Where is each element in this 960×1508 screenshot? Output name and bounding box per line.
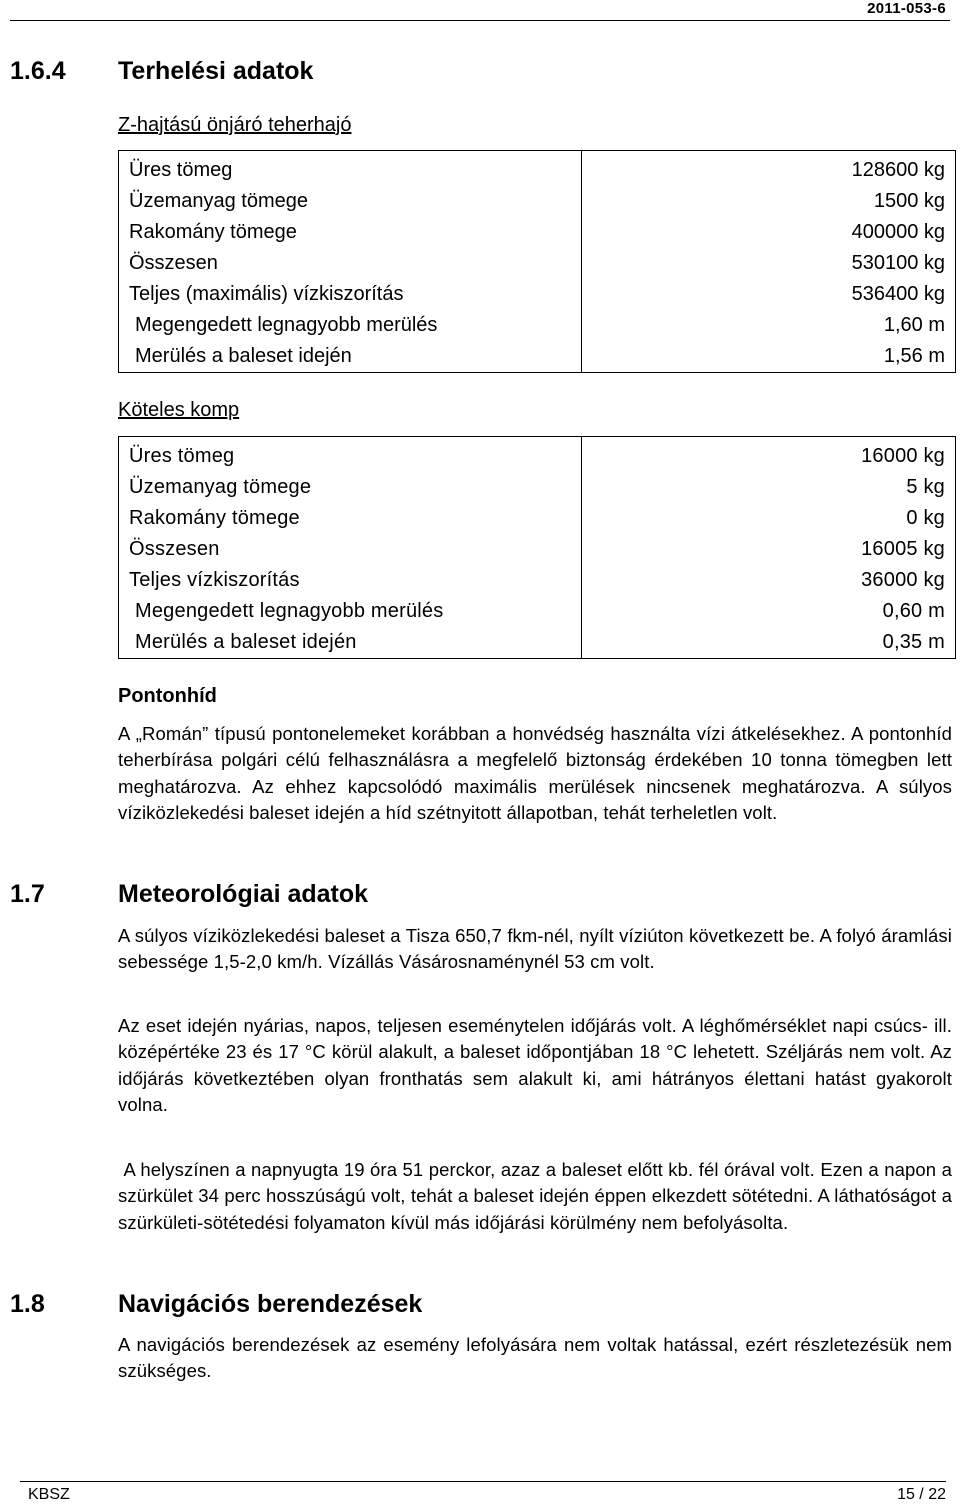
table-row-value: 400000 kg [851, 221, 945, 243]
table-row-value: 16000 kg [861, 445, 945, 467]
table-row-value: 16005 kg [861, 538, 945, 560]
document-id: 2011-053-6 [867, 0, 946, 17]
meteo-paragraph-3: A helyszínen a napnyugta 19 óra 51 perckor, azaz a baleset előtt kb. fél órával volt. Ezen a napon a szürkület 34 perc hosszúságú volt, tehát a baleset idején éppen elkezdett sötétedni. A láthatóságot a szürkületi-sötétedési folyamaton kívül más időjárási körülmény nem befolyásolta. [118, 1159, 958, 1233]
table-row-label: Üzemanyag tömege [129, 476, 312, 498]
table-row-label: Merülés a baleset idején [135, 345, 352, 367]
table-row-label: Merülés a baleset idején [135, 631, 357, 653]
table-row-label: Összesen [129, 538, 220, 560]
table-row-value: 1,56 m [883, 345, 945, 367]
pontoon-paragraph: A „Román” típusú pontonelemeket korábban a honvédség használta vízi átkelésekhez. A pontonhíd teherbírása polgári célú felhasználásra a megfelelő biztonság érdekében 10 tonna tömegben lett meghatározva. Az ehhez kapcsolódó maximális merülések nincsenek meghatározva. A súlyos víziközlekedési baleset idején a híd szétnyitott állapotban, tehát terheletlen volt. [118, 723, 952, 823]
section-number: 1.7 [10, 880, 45, 908]
table-row-label: Üzemanyag tömege [129, 190, 308, 212]
meteo-paragraph-1: A súlyos víziközlekedési baleset a Tisza 650,7 fkm-nél, nyílt víziúton következett be. A folyó áramlási sebessége 1,5-2,0 km/h. Vízállás Vásárosnaménynél 53 cm volt. [118, 925, 952, 973]
table-row-label: Üres tömeg [129, 159, 233, 181]
table-row-label: Rakomány tömege [129, 507, 300, 529]
navigation-paragraph: A navigációs berendezések az esemény lefolyására nem voltak hatással, ezért részletezésük nem szükséges. [118, 1334, 952, 1382]
page-number: 15 / 22 [897, 1486, 946, 1503]
header-rule [10, 20, 950, 21]
ferry-values-column [582, 437, 955, 658]
table-row-value: 36000 kg [861, 569, 945, 591]
section-number: 1.8 [10, 1290, 45, 1318]
table-row-value: 1500 kg [873, 190, 945, 212]
table-row-value: 530100 kg [851, 252, 945, 274]
table-row-label: Megengedett legnagyobb merülés [135, 600, 444, 622]
table-row-label: Teljes vízkiszorítás [129, 569, 300, 591]
ship-values-column [582, 151, 955, 372]
table-row-value: 0 kg [906, 507, 945, 529]
section-title: Meteorológiai adatok [118, 880, 369, 908]
section-number: 1.6.4 [10, 57, 66, 85]
section-title: Navigációs berendezések [118, 1290, 423, 1318]
section-heading-1-7 [10, 879, 368, 909]
footer-organization: KBSZ [28, 1486, 70, 1503]
pontoon-subheading: Pontonhíd [118, 685, 217, 707]
section-heading-1-6-4 [10, 56, 313, 86]
table-row-label: Megengedett legnagyobb merülés [135, 314, 438, 336]
section-heading-1-8 [10, 1289, 422, 1319]
table-row-value: 128600 kg [851, 159, 945, 181]
ferry-load-table [118, 436, 956, 659]
table-row-label: Teljes (maximális) vízkiszorítás [129, 283, 404, 305]
table-row-label: Összesen [129, 252, 218, 274]
ship-load-table [118, 150, 956, 373]
table-row-label: Üres tömeg [129, 445, 235, 467]
table-row-value: 536400 kg [851, 283, 945, 305]
table-row-value: 0,60 m [882, 600, 945, 622]
table-row-value: 1,60 m [883, 314, 945, 336]
ferry-subheading: Köteles komp [118, 399, 240, 421]
ferry-labels-column [119, 437, 582, 658]
ship-subheading: Z-hajtású önjáró teherhajó [118, 114, 352, 136]
page-footer [20, 1481, 946, 1508]
table-row-value: 5 kg [906, 476, 945, 498]
section-title: Terhelési adatok [118, 57, 314, 85]
meteo-paragraph-2: Az eset idején nyárias, napos, teljesen eseménytelen időjárás volt. A léghőmérséklet napi csúcs- ill. középértéke 23 és 17 °C körül alakult, a baleset időpontjában 18 °C lehetett. Széljárás nem volt. Az időjárás következtében olyan fronthatás sem alakult ki, ami hátrányos élettani hatást gyakorolt volna. [118, 1015, 952, 1115]
table-row-value: 0,35 m [882, 631, 945, 653]
table-row-label: Rakomány tömege [129, 221, 297, 243]
ship-labels-column [119, 151, 582, 372]
